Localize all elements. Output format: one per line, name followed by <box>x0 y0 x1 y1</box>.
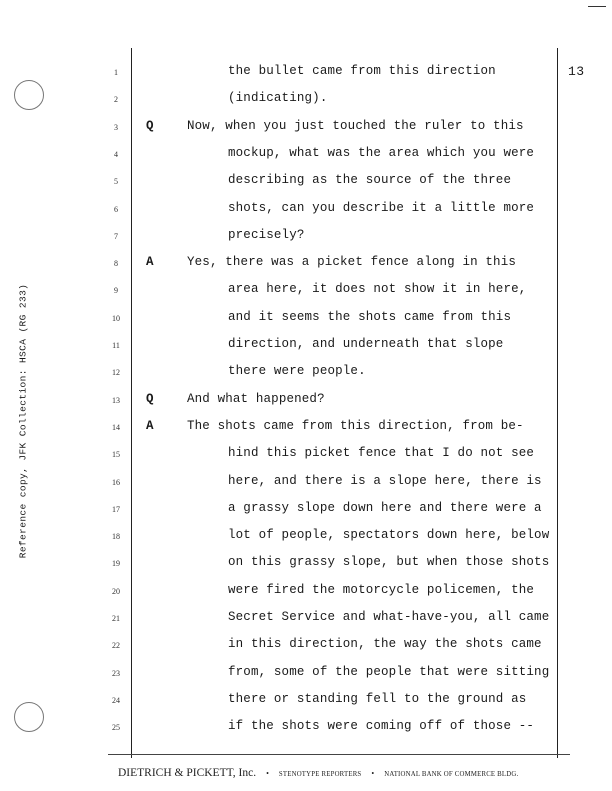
line-number: 12 <box>112 368 120 378</box>
transcript-line: the bullet came from this direction <box>228 64 496 78</box>
transcript-line: direction, and underneath that slope <box>228 337 504 351</box>
bottom-rule <box>108 754 570 755</box>
line-number: 6 <box>114 204 118 214</box>
transcript-line: lot of people, spectators down here, below <box>228 528 550 543</box>
footer-service: STENOTYPE REPORTERS <box>278 771 362 778</box>
line-number: 10 <box>112 313 120 323</box>
transcript-line: from, some of the people that were sitting <box>228 664 550 679</box>
transcript-line: here, and there is a slope here, there is <box>228 473 542 488</box>
line-number: 19 <box>112 559 120 569</box>
line-number: 21 <box>112 614 120 623</box>
line-number: 8 <box>114 259 118 269</box>
transcript-line: on this grassy slope, but when those shots <box>228 555 550 570</box>
transcript-line: (indicating). <box>228 91 328 106</box>
line-number: 1 <box>114 68 118 77</box>
transcript-line: were fired the motorcycle policemen, the <box>228 582 535 597</box>
transcript-line: precisely? <box>228 227 305 242</box>
punch-hole <box>14 702 44 732</box>
speaker-label: Q <box>146 391 154 406</box>
line-number: 4 <box>114 149 118 159</box>
punch-hole <box>14 80 44 110</box>
corner-mark <box>588 6 606 7</box>
footer-separator: • <box>266 769 269 778</box>
left-margin-rule <box>131 48 132 758</box>
side-note-text: Reference copy, JFK Collection: HSCA (RG 233) <box>17 283 29 559</box>
page-number: 13 <box>568 64 585 79</box>
line-number: 22 <box>112 641 120 651</box>
line-number: 3 <box>114 122 118 132</box>
line-number: 13 <box>112 395 120 405</box>
speaker-label: Q <box>146 118 154 133</box>
transcript-line: there or standing fell to the ground as <box>228 691 527 706</box>
transcript-line: And what happened? <box>187 391 325 406</box>
line-number: 9 <box>114 286 118 296</box>
transcript-line: if the shots were coming off of those -- <box>228 719 535 734</box>
transcript-line: Yes, there was a picket fence along in this <box>187 255 517 270</box>
transcript-line: area here, it does not show it in here, <box>228 282 527 297</box>
transcript-line: mockup, what was the area which you were <box>228 145 535 160</box>
footer-address: NATIONAL BANK OF COMMERCE BLDG. <box>384 771 519 778</box>
line-number: 5 <box>114 177 118 187</box>
transcript-line: describing as the source of the three <box>228 173 512 188</box>
transcript-line: shots, can you describe it a little more <box>228 200 535 215</box>
line-number: 23 <box>112 668 120 678</box>
transcript-line: a grassy slope down here and there were a <box>228 500 542 515</box>
line-number: 18 <box>112 532 120 542</box>
right-margin-rule <box>557 48 558 758</box>
transcript-line: there were people. <box>228 364 366 379</box>
transcript-line: hind this picket fence that I do not see <box>228 446 535 461</box>
line-number: 17 <box>112 504 120 514</box>
line-number: 16 <box>112 477 120 487</box>
speaker-label: A <box>146 255 154 270</box>
footer-separator: • <box>371 769 375 778</box>
line-number: 11 <box>112 341 120 350</box>
transcript-line: Now, when you just touched the ruler to this <box>187 118 524 133</box>
line-number: 15 <box>112 450 120 460</box>
footer <box>118 763 558 781</box>
speaker-label: A <box>146 418 154 433</box>
transcript-line: and it seems the shots came from this <box>228 309 512 324</box>
line-number: 14 <box>112 422 120 432</box>
line-number: 20 <box>112 586 120 596</box>
line-number: 25 <box>112 723 120 733</box>
line-number: 24 <box>112 695 120 705</box>
transcript-line: Secret Service and what-have-you, all came <box>228 610 550 624</box>
line-number: 2 <box>114 95 118 105</box>
line-number: 7 <box>114 231 118 241</box>
transcript-line: in this direction, the way the shots came <box>228 637 542 652</box>
transcript-line: The shots came from this direction, from be- <box>187 418 524 433</box>
footer-firm: DIETRICH & PICKETT, Inc. <box>118 767 257 779</box>
